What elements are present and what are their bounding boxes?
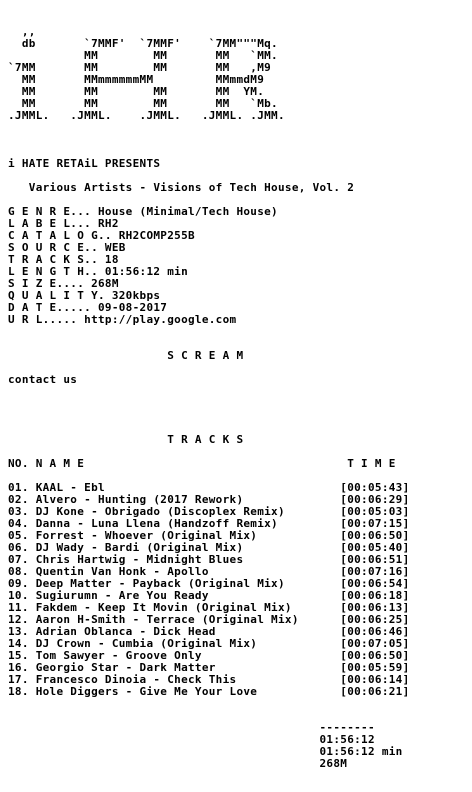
summary-size: 268M — [8, 757, 348, 770]
track-row: 01. KAAL - Ebl [00:05:43] — [8, 481, 410, 494]
info-source: S O U R C E.. WEB — [8, 241, 126, 254]
info-url[interactable]: U R L..... http://play.google.com — [8, 313, 237, 326]
presents-line: i HATE RETAiL PRESENTS — [8, 157, 161, 170]
track-row: 09. Deep Matter - Payback (Original Mix) [00:06:54] — [8, 577, 410, 590]
track-row: 06. DJ Wady - Bardi (Original Mix) [00:05:40] — [8, 541, 410, 554]
info-tracks: T R A C K S.. 18 — [8, 253, 119, 266]
track-row: 13. Adrian Oblanca - Dick Head [00:06:46] — [8, 625, 410, 638]
info-size: S I Z E.... 268M — [8, 277, 119, 290]
info-quality: Q U A L I T Y. 320kbps — [8, 289, 161, 302]
track-row: 14. DJ Crown - Cumbia (Original Mix) [00:07:05] — [8, 637, 410, 650]
tracks-header: NO. N A M E T I M E — [8, 457, 396, 470]
summary-length: 01:56:12 min — [8, 745, 403, 758]
info-date: D A T E..... 09-08-2017 — [8, 301, 168, 314]
logo-line: db `7MMF' `7MMF' `7MM"""Mq. — [8, 37, 278, 50]
blank-line — [8, 410, 410, 422]
info-catalog: C A T A L O G.. RH2COMP255B — [8, 229, 195, 242]
track-row: 16. Georgio Star - Dark Matter [00:05:59] — [8, 661, 410, 674]
logo-line: MM MM MM `MM. — [8, 49, 278, 62]
logo-line: ,, — [8, 25, 36, 38]
track-row: 08. Quentin Van Honk - Apollo [00:07:16] — [8, 565, 410, 578]
logo-line: `7MM MM MM MM ,M9 — [8, 61, 272, 74]
blank-line — [8, 386, 410, 398]
scream-heading: S C R E A M — [8, 349, 244, 362]
track-row: 11. Fakdem - Keep It Movin (Original Mix) [00:06:13] — [8, 601, 410, 614]
track-row: 17. Francesco Dinoia - Check This [00:06:14] — [8, 673, 410, 686]
release-title: Various Artists - Visions of Tech House, Vol. 2 — [8, 181, 355, 194]
track-row: 03. DJ Kone - Obrigado (Discoplex Remix) [00:05:03] — [8, 505, 410, 518]
blank-line — [8, 698, 410, 710]
blank-line — [8, 122, 410, 134]
summary-total: 01:56:12 — [8, 733, 375, 746]
blank-line — [8, 326, 410, 338]
nfo-document — [8, 26, 410, 770]
tracks-heading: T R A C K S — [8, 433, 244, 446]
track-row: 04. Danna - Luna Llena (Handzoff Remix) [00:07:15] — [8, 517, 410, 530]
track-row: 07. Chris Hartwig - Midnight Blues [00:06:51] — [8, 553, 410, 566]
track-row: 12. Aaron H-Smith - Terrace (Original Mix) [00:06:25] — [8, 613, 410, 626]
summary-rule: -------- — [8, 721, 375, 734]
logo-line: MM MM MM MM YM. — [8, 85, 265, 98]
blank-line — [8, 398, 410, 410]
track-row: 02. Alvero - Hunting (2017 Rework) [00:06:29] — [8, 493, 410, 506]
track-row: 15. Tom Sawyer - Groove Only [00:06:50] — [8, 649, 410, 662]
info-length: L E N G T H.. 01:56:12 min — [8, 265, 188, 278]
track-row: 10. Sugiurumn - Are You Ready [00:06:18] — [8, 589, 410, 602]
track-row: 18. Hole Diggers - Give Me Your Love [00:06:21] — [8, 685, 410, 698]
info-label: L A B E L... RH2 — [8, 217, 119, 230]
logo-line: .JMML. .JMML. .JMML. .JMML. .JMM. — [8, 109, 285, 122]
logo-line: MM MMmmmmmmMM MMmmdM9 — [8, 73, 265, 86]
info-genre: G E N R E... House (Minimal/Tech House) — [8, 205, 278, 218]
track-row: 05. Forrest - Whoever (Original Mix) [00:06:50] — [8, 529, 410, 542]
logo-line: MM MM MM MM `Mb. — [8, 97, 278, 110]
contact-line: contact us — [8, 373, 78, 386]
blank-line — [8, 134, 410, 146]
